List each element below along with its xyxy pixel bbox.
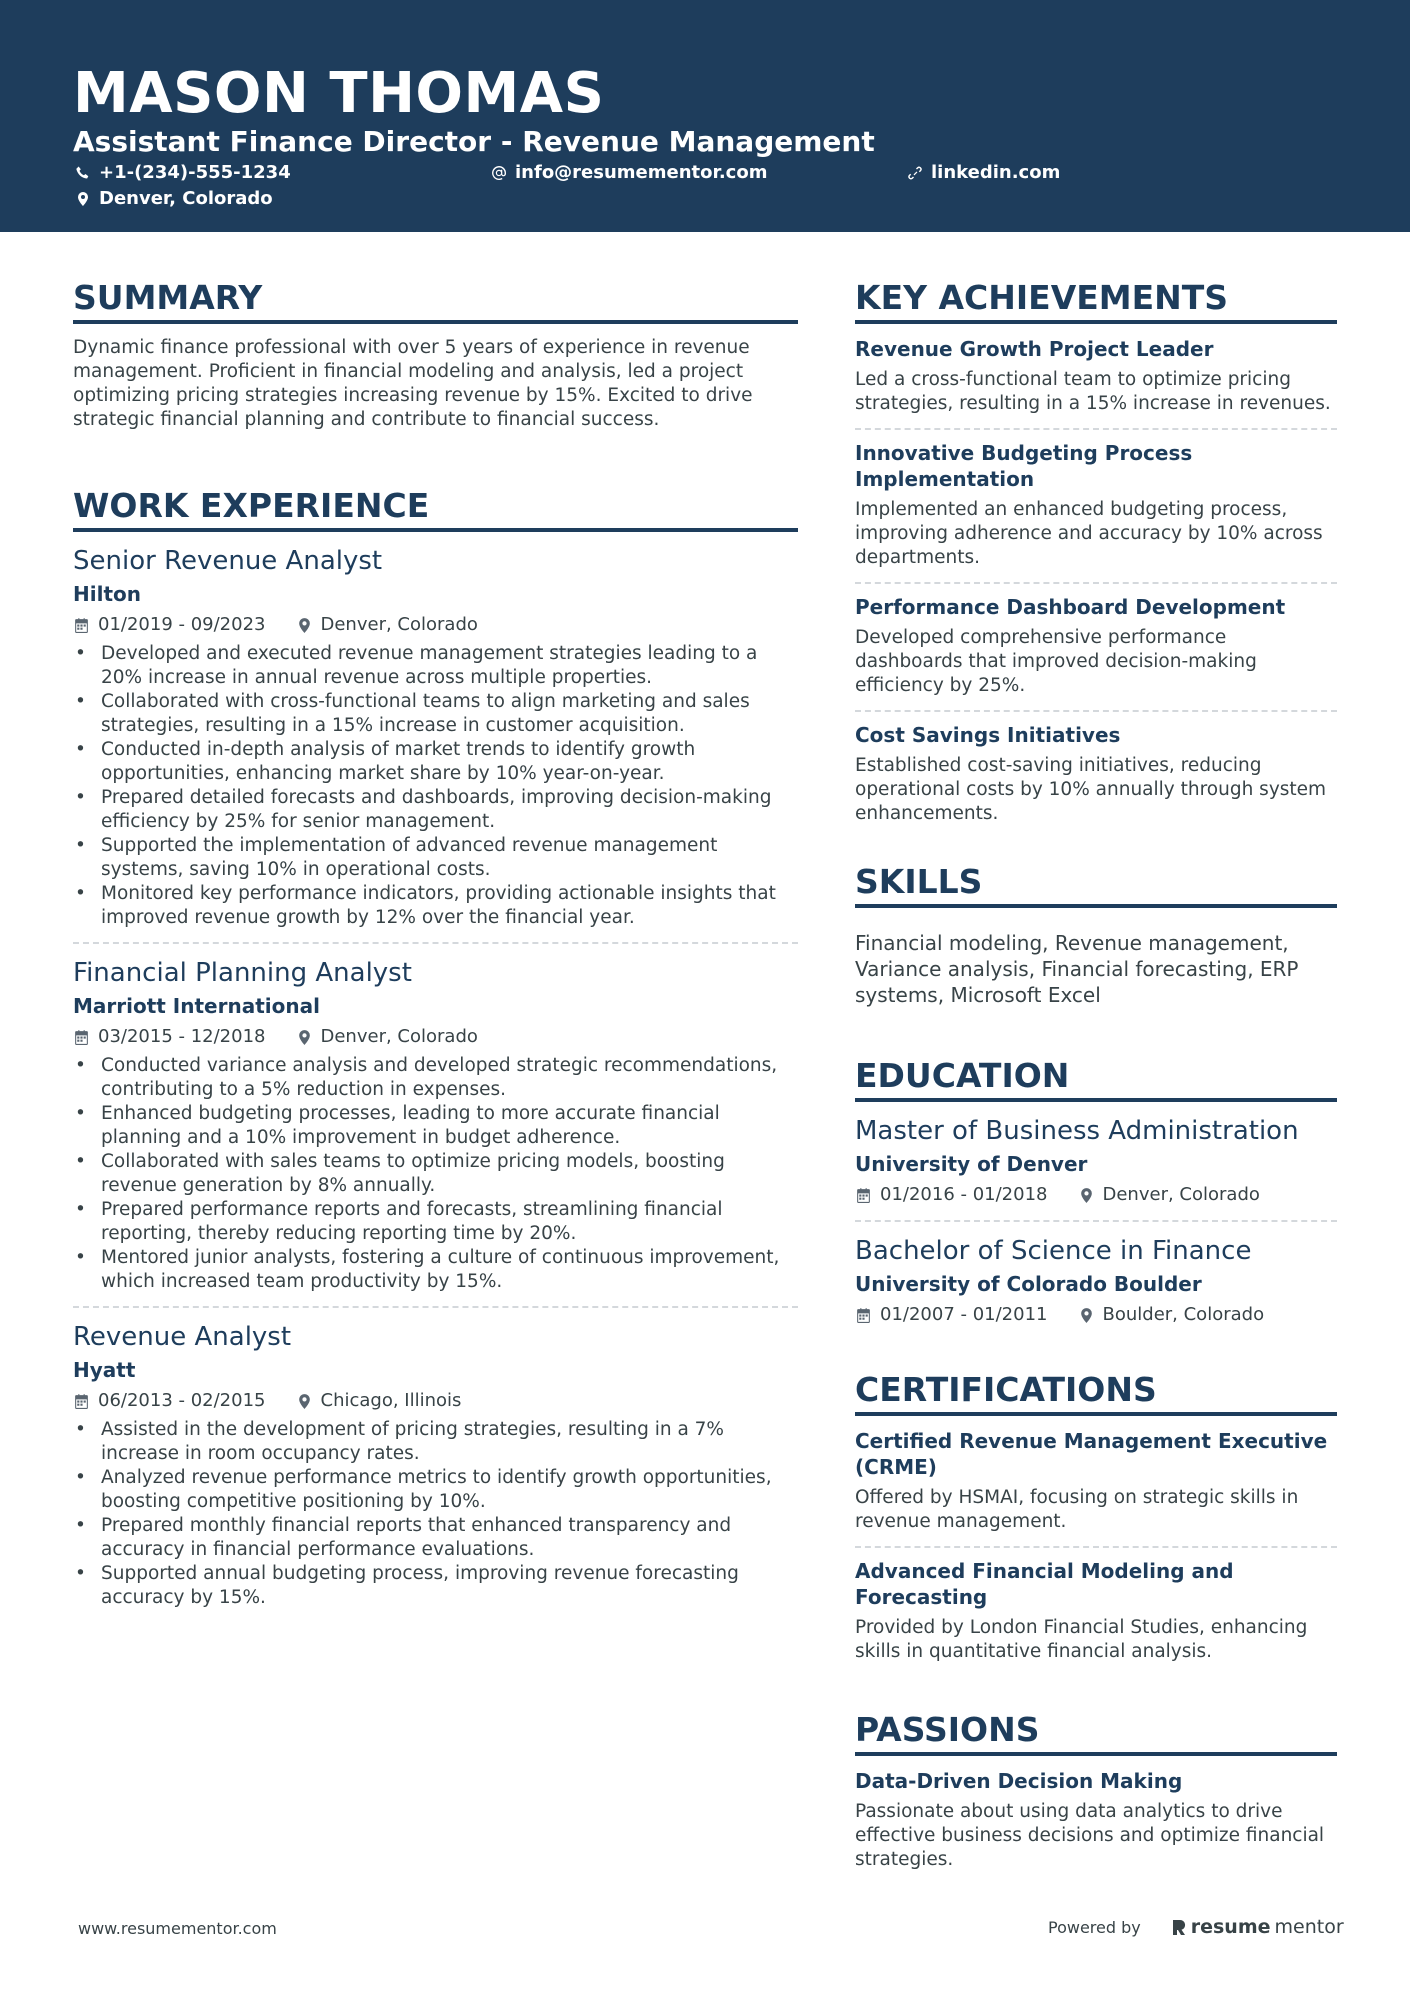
- job-bullet: • Conducted in-depth analysis of market trends to identify growth opportunities, enhancing market share by 10% year-on-year.: [73, 738, 798, 786]
- job-entry: [73, 1320, 798, 1618]
- job-list: [73, 544, 798, 1618]
- job-title: Financial Planning Analyst: [73, 958, 412, 988]
- education-location: [1078, 1182, 1260, 1208]
- education-school: University of Colorado Boulder: [855, 1272, 1202, 1296]
- job-meta: [73, 1024, 798, 1050]
- job-bullets: [73, 642, 798, 930]
- passions-heading: PASSIONS: [855, 1710, 1337, 1756]
- job-divider: [73, 1306, 798, 1308]
- job-bullet: • Prepared detailed forecasts and dashboards, improving decision-making efficiency by 25% for senior management.: [73, 786, 798, 834]
- job-location: [296, 1388, 462, 1414]
- resume-header: [0, 0, 1410, 232]
- education-location-text: Boulder, Colorado: [1102, 1304, 1265, 1325]
- certification-description: Offered by HSMAI, focusing on strategic skills in revenue management.: [855, 1487, 1299, 1532]
- job-bullet: • Supported the implementation of advanced revenue management systems, saving 10% in operational costs.: [73, 834, 798, 882]
- skills-text: Financial modeling, Revenue management, Variance analysis, Financial forecasting, ERP systems, Microsoft Excel: [855, 931, 1299, 1007]
- job-dates: [73, 612, 266, 638]
- job-bullet: • Enhanced budgeting processes, leading to more accurate financial planning and a 10% improvement in budget adherence.: [73, 1102, 798, 1150]
- job-bullet: • Prepared performance reports and forecasts, streamlining financial reporting, thereby reducing reporting time by 20%.: [73, 1198, 798, 1246]
- education-location: [1078, 1302, 1265, 1328]
- job-dates: [73, 1388, 266, 1414]
- achievement-item: [855, 594, 1337, 708]
- skills-heading: SKILLS: [855, 862, 1337, 908]
- job-bullet: • Collaborated with cross-functional teams to align marketing and sales strategies, resulting in a 15% increase in customer acquisition.: [73, 690, 798, 738]
- job-meta: [73, 612, 798, 638]
- footer-website[interactable]: www.resumementor.com: [78, 1919, 277, 1938]
- job-bullet: • Analyzed revenue performance metrics to identify growth opportunities, boosting competitive positioning by 10%.: [73, 1466, 798, 1514]
- map-pin-icon: [1078, 1307, 1095, 1324]
- certification-title: Advanced Financial Modeling and Forecasting: [855, 1559, 1234, 1609]
- job-company: Hyatt: [73, 1358, 136, 1382]
- job-dates-text: 06/2013 - 02/2015: [98, 1390, 266, 1411]
- calendar-icon: [73, 1029, 90, 1046]
- education-dates-text: 01/2016 - 01/2018: [880, 1184, 1048, 1205]
- calendar-icon: [73, 617, 90, 634]
- education-meta: [855, 1302, 1337, 1328]
- job-bullet: • Supported annual budgeting process, improving revenue forecasting accuracy by 15%.: [73, 1562, 798, 1610]
- job-bullet: • Prepared monthly financial reports that enhanced transparency and accuracy in financial performance evaluations.: [73, 1514, 798, 1562]
- passion-title: Data-Driven Decision Making: [855, 1769, 1183, 1793]
- achievement-divider: [855, 428, 1337, 430]
- education-dates: [855, 1182, 1048, 1208]
- education-degree: Master of Business Administration: [855, 1116, 1299, 1146]
- job-bullets: [73, 1418, 798, 1610]
- achievement-list: [855, 336, 1337, 836]
- education-dates: [855, 1302, 1048, 1328]
- job-bullet: • Conducted variance analysis and developed strategic recommendations, contributing to a 5% reduction in expenses.: [73, 1054, 798, 1102]
- contact-email[interactable]: [491, 161, 767, 185]
- map-pin-icon: [296, 1393, 313, 1410]
- map-pin-icon: [75, 191, 91, 207]
- certification-item: [855, 1558, 1337, 1674]
- job-bullet: • Developed and executed revenue management strategies leading to a 20% increase in annual revenue across multiple properties.: [73, 642, 798, 690]
- left-column: [73, 278, 798, 1618]
- contact-location: [75, 187, 273, 211]
- phone-icon: [75, 165, 91, 181]
- summary-heading: SUMMARY: [73, 278, 798, 324]
- location-text: Denver, Colorado: [99, 188, 273, 209]
- achievement-title: Revenue Growth Project Leader: [855, 337, 1214, 361]
- contact-linkedin[interactable]: [907, 161, 1060, 185]
- achievement-description: Established cost-saving initiatives, reducing operational costs by 10% annually through system enhancements.: [855, 755, 1327, 824]
- achievement-item: [855, 440, 1337, 580]
- education-list: [855, 1114, 1337, 1336]
- certification-list: [855, 1428, 1337, 1674]
- achievement-item: [855, 722, 1337, 836]
- achievement-divider: [855, 710, 1337, 712]
- job-location: [296, 1024, 478, 1050]
- job-bullets: [73, 1054, 798, 1294]
- achievement-title: Cost Savings Initiatives: [855, 723, 1121, 747]
- experience-heading: WORK EXPERIENCE: [73, 486, 798, 532]
- job-entry: [73, 544, 798, 938]
- passion-list: [855, 1768, 1337, 1882]
- job-location-text: Denver, Colorado: [320, 614, 478, 635]
- contact-phone[interactable]: [75, 161, 291, 185]
- candidate-name: MASON THOMAS: [73, 61, 605, 126]
- achievement-divider: [855, 582, 1337, 584]
- certification-title: Certified Revenue Management Executive (CRME): [855, 1429, 1328, 1479]
- job-dates-text: 03/2015 - 12/2018: [98, 1026, 266, 1047]
- achievement-title: Innovative Budgeting Process Implementation: [855, 441, 1193, 491]
- education-entry: [855, 1234, 1337, 1336]
- education-divider: [855, 1220, 1337, 1222]
- brand-logo[interactable]: [1171, 1916, 1344, 1938]
- education-dates-text: 01/2007 - 01/2011: [880, 1304, 1048, 1325]
- map-pin-icon: [296, 617, 313, 634]
- right-column: [855, 278, 1337, 1882]
- job-dates-text: 01/2019 - 09/2023: [98, 614, 266, 635]
- brand-bold-text: resume: [1190, 1916, 1271, 1938]
- map-pin-icon: [296, 1029, 313, 1046]
- job-title: Revenue Analyst: [73, 1322, 292, 1352]
- achievements-heading: KEY ACHIEVEMENTS: [855, 278, 1337, 324]
- achievement-description: Led a cross-functional team to optimize pricing strategies, resulting in a 15% increase in revenues.: [855, 369, 1331, 414]
- job-meta: [73, 1388, 798, 1414]
- job-location-text: Chicago, Illinois: [320, 1390, 462, 1411]
- job-company: Hilton: [73, 582, 141, 606]
- candidate-title: Assistant Finance Director - Revenue Management: [73, 125, 875, 158]
- certifications-heading: CERTIFICATIONS: [855, 1370, 1337, 1416]
- powered-by-label: Powered by: [1048, 1917, 1141, 1937]
- job-bullet: • Monitored key performance indicators, providing actionable insights that improved revenue growth by 12% over the financial year.: [73, 882, 798, 930]
- job-company: Marriott International: [73, 994, 320, 1018]
- education-degree: Bachelor of Science in Finance: [855, 1236, 1252, 1266]
- summary-text: Dynamic finance professional with over 5 years of experience in revenue management. Proficient in financial modeling and analysis, led a project optimizing pricing strategies increasing revenue by 15%. Excited to drive strategic financial planning and contribute to financial success.: [73, 337, 753, 430]
- certification-item: [855, 1428, 1337, 1544]
- job-title: Senior Revenue Analyst: [73, 546, 383, 576]
- job-bullet: • Collaborated with sales teams to optimize pricing models, boosting revenue generation by 8% annually.: [73, 1150, 798, 1198]
- calendar-icon: [855, 1187, 872, 1204]
- email-text: info@resumementor.com: [515, 162, 768, 183]
- link-icon: [907, 165, 923, 181]
- education-heading: EDUCATION: [855, 1056, 1337, 1102]
- job-location: [296, 612, 478, 638]
- job-entry: [73, 956, 798, 1302]
- education-meta: [855, 1182, 1337, 1208]
- map-pin-icon: [1078, 1187, 1095, 1204]
- calendar-icon: [73, 1393, 90, 1410]
- brand-mark-icon: [1171, 1918, 1187, 1936]
- education-entry: [855, 1114, 1337, 1216]
- footer-powered: [1048, 1916, 1344, 1938]
- job-bullet: • Assisted in the development of pricing strategies, resulting in a 7% increase in room occupancy rates.: [73, 1418, 798, 1466]
- education-location-text: Denver, Colorado: [1102, 1184, 1260, 1205]
- achievement-description: Implemented an enhanced budgeting process, improving adherence and accuracy by 10% across departments.: [855, 499, 1323, 568]
- passion-description: Passionate about using data analytics to drive effective business decisions and optimize financial strategies.: [855, 1801, 1325, 1870]
- achievement-item: [855, 336, 1337, 426]
- job-location-text: Denver, Colorado: [320, 1026, 478, 1047]
- linkedin-text: linkedin.com: [931, 162, 1061, 183]
- education-school: University of Denver: [855, 1152, 1088, 1176]
- phone-text: +1-(234)-555-1234: [99, 162, 291, 183]
- certification-description: Provided by London Financial Studies, enhancing skills in quantitative financial analysis.: [855, 1617, 1308, 1662]
- brand-light-text: mentor: [1274, 1916, 1344, 1938]
- passion-item: [855, 1768, 1337, 1882]
- job-divider: [73, 942, 798, 944]
- achievement-description: Developed comprehensive performance dashboards that improved decision-making efficiency by 25%.: [855, 627, 1257, 696]
- certification-divider: [855, 1546, 1337, 1548]
- achievement-title: Performance Dashboard Development: [855, 595, 1286, 619]
- job-bullet: • Mentored junior analysts, fostering a culture of continuous improvement, which increased team productivity by 15%.: [73, 1246, 798, 1294]
- job-dates: [73, 1024, 266, 1050]
- at-icon: [491, 165, 507, 181]
- calendar-icon: [855, 1307, 872, 1324]
